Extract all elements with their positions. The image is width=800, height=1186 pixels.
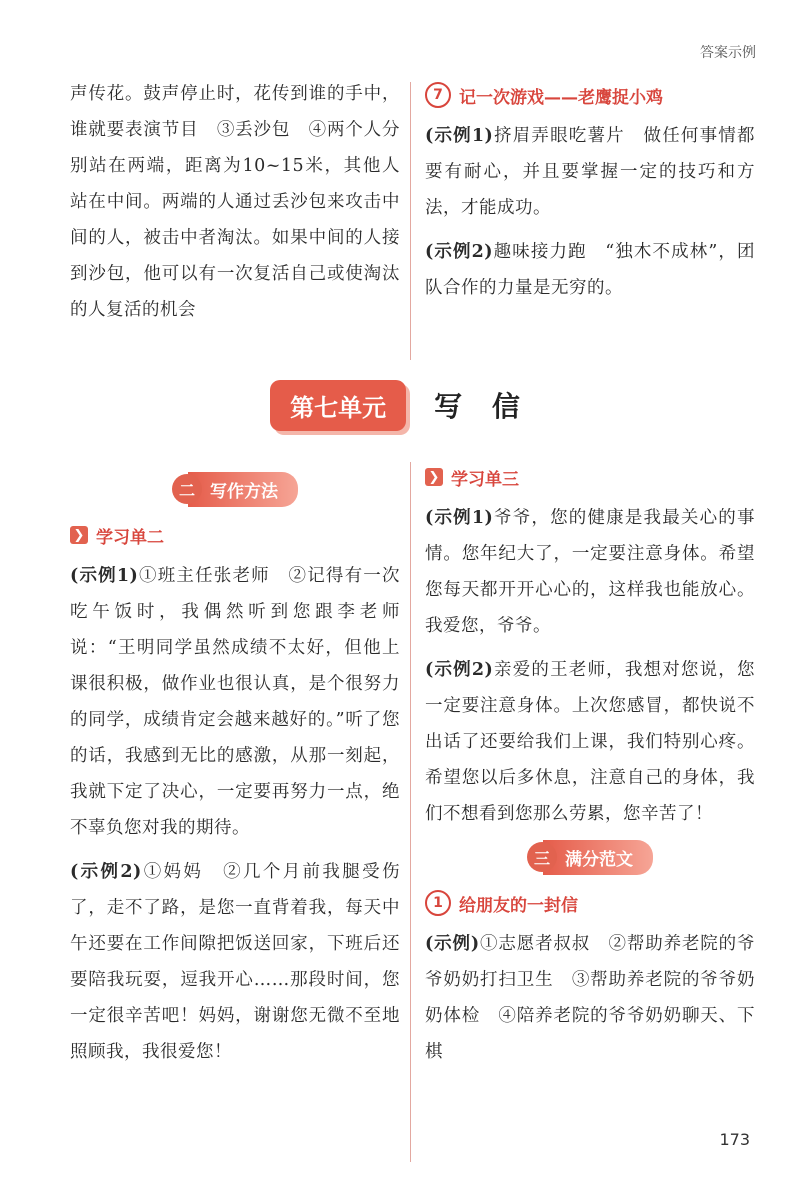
banner-model-essay <box>425 840 755 874</box>
banner-number: 二 <box>172 474 202 504</box>
study-sheet-title: 学习单三 <box>451 469 519 490</box>
bottom-left-column <box>70 472 400 1078</box>
example-2 <box>425 652 755 832</box>
example-label: (示例1) <box>70 566 139 586</box>
bottom-right-column <box>425 462 755 1078</box>
example-label: (示例2) <box>425 660 494 680</box>
top-left-column <box>70 76 400 336</box>
example-text: 爷爷，您的健康是我最关心的事情。您年纪大了，一定要注意身体。希望您每天都开开心心的，这样我也能放心。我爱您，爷爷。 <box>425 508 755 636</box>
example-text: 趣味接力跑 “独木不成林”，团队合作的力量是无穷的。 <box>425 242 755 298</box>
example-label: (示例2) <box>425 242 494 262</box>
section-heading-game <box>425 80 755 110</box>
game-rules-paragraph: 声传花。鼓声停止时，花传到谁的手中，谁就要表演节目 ③丢沙包 ④两个人分别站在两端，距离为10~15米，其他人站在中间。两端的人通过丢沙包来攻击中间的人，被击中者淘汰。如果中间的人接到沙包，他可以有一次复活自己或使淘汰的人复活的机会 <box>70 84 400 320</box>
banner-label: 满分范文 <box>543 840 653 875</box>
chevron-right-icon: ❯ <box>70 526 88 544</box>
example-1 <box>425 118 755 226</box>
banner-label: 写作方法 <box>188 472 298 507</box>
study-sheet-title: 学习单二 <box>96 527 164 548</box>
banner-writing-method <box>70 472 400 506</box>
banner-number: 三 <box>527 842 557 872</box>
example-text: ①班主任张老师 ②记得有一次吃午饭时，我偶然听到您跟李老师说：“王明同学虽然成绩不太好，但他上课很积极，做作业也很认真，是个很努力的同学，成绩肯定会越来越好的。”听了您的话，我感到无比的感激，从那一刻起，我就下定了决心，一定要再努力一点，绝不辜负您对我的期待。 <box>70 566 400 838</box>
example-2 <box>425 234 755 306</box>
example-label: (示例2) <box>70 862 142 882</box>
example-1 <box>70 558 400 846</box>
example-label: (示例1) <box>425 126 494 146</box>
study-sheet-3-heading <box>425 462 755 492</box>
section-title: 记一次游戏——老鹰捉小鸡 <box>459 87 663 108</box>
example-2 <box>70 854 400 1070</box>
column-divider-bottom <box>410 462 411 1162</box>
example-label: (示例1) <box>425 508 494 528</box>
example-label: (示例) <box>425 934 480 954</box>
section-number-badge: 1 <box>425 890 451 916</box>
column-divider-top <box>410 82 411 360</box>
unit-badge: 第七单元 <box>270 380 406 431</box>
corner-tag: 答案示例 <box>700 45 756 61</box>
section-heading-letter <box>425 888 755 918</box>
example-text: 亲爱的王老师，我想对您说，您一定要注意身体。上次您感冒，都快说不出话了还要给我们上课，我们特别心疼。希望您以后多休息，注意自己的身体，我们不想看到您那么劳累，您辛苦了！ <box>425 660 755 824</box>
unit-name: 写 信 <box>434 390 530 423</box>
section-title: 给朋友的一封信 <box>459 895 578 916</box>
example <box>425 926 755 1070</box>
example-text: ①志愿者叔叔 ②帮助养老院的爷爷奶奶打扫卫生 ③帮助养老院的爷爷奶奶体检 ④陪养老院的爷爷奶奶聊天、下棋 <box>425 934 756 1062</box>
example-text: 挤眉弄眼吃薯片 做任何事情都要有耐心，并且要掌握一定的技巧和方法，才能成功。 <box>425 126 755 218</box>
example-text: ①妈妈 ②几个月前我腿受伤了，走不了路，是您一直背着我，每天中午还要在工作间隙把饭送回家，下班后还要陪我玩耍，逗我开心……那段时间，您一定很辛苦吧！妈妈，谢谢您无微不至地照顾我，我很爱您！ <box>70 862 400 1062</box>
page-number: 173 <box>719 1130 750 1149</box>
chevron-right-icon: ❯ <box>425 468 443 486</box>
section-number-badge: 7 <box>425 82 451 108</box>
example-1 <box>425 500 755 644</box>
top-right-column <box>425 80 755 314</box>
study-sheet-2-heading <box>70 520 400 550</box>
unit-title <box>0 378 800 432</box>
